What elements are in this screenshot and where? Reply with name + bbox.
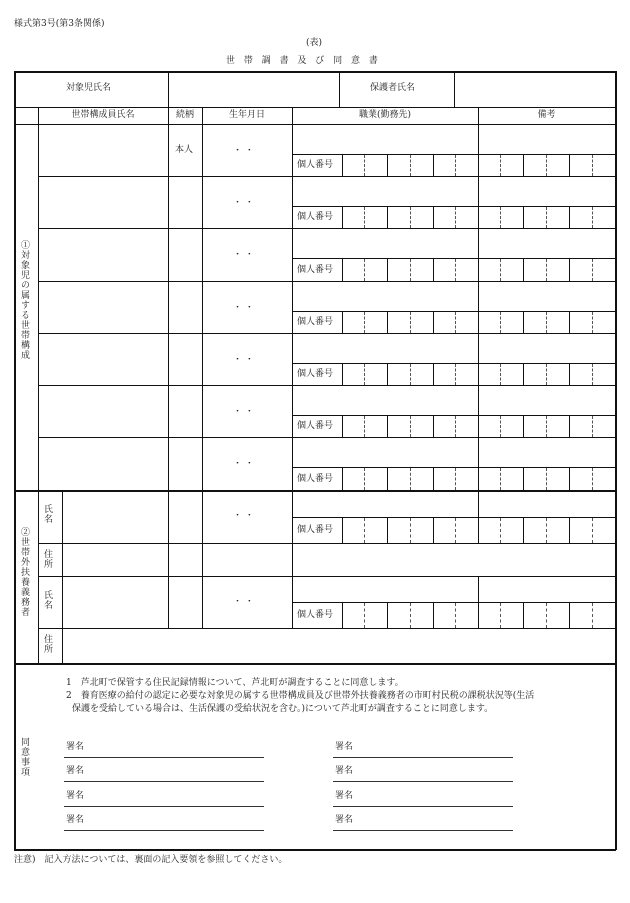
signature-line-right-4[interactable] [333,830,513,831]
my-number-field-member-7[interactable] [343,468,614,490]
form-side-label: (表) [306,38,323,48]
signature-line-right-3[interactable] [333,806,513,807]
rule-v [478,437,479,468]
obligor-name-label: 氏名 [42,504,52,524]
my-number-field-obligor-2[interactable] [343,603,614,628]
my-number-label: 個人番号 [297,317,334,327]
obligor-address-label: 住所 [42,634,52,654]
section2-label: ②世帯外扶養義務者 [19,527,29,617]
signature-label-left: 署名 [66,766,85,776]
signature-line-right-2[interactable] [333,781,513,782]
signature-label-right: 署名 [335,766,354,776]
member-name-field-1[interactable] [39,125,167,175]
form-number: 様式第3号(第3条関係) [14,19,105,29]
birthdate-dots: ・ ・ [233,407,254,417]
self-relationship-label: 本人 [175,145,194,155]
my-number-label: 個人番号 [297,264,334,275]
my-number-label: 個人番号 [297,212,334,222]
column-remarks: 備考 [537,110,556,120]
rule-h [14,663,616,665]
my-number-field-member-4[interactable] [343,312,614,333]
my-number-label: 個人番号 [297,369,334,379]
signature-label-right: 署名 [335,815,354,825]
my-number-label: 個人番号 [297,421,334,431]
birthdate-dots: ・ ・ [233,146,254,156]
rule-v [478,228,479,259]
birthdate-dots: ・ ・ [233,459,254,469]
birthdate-dots: ・ ・ [233,355,254,365]
rule-v [339,71,340,108]
signature-label-right: 署名 [335,742,354,752]
signature-line-right-1[interactable] [333,757,513,758]
obligor-name-label: 氏名 [42,590,52,610]
rule-h [14,107,616,108]
rule-v [478,124,479,155]
rule-v [478,490,479,518]
footer-note: 注意) 記入方法については、裏面の記入要領を参照してください。 [14,855,288,865]
my-number-label: 個人番号 [297,610,334,620]
obligor-address-field-1[interactable] [63,544,614,575]
birthdate-dots: ・ ・ [233,198,254,208]
rule-v [615,71,617,850]
member-name-field-7[interactable] [39,438,167,489]
member-name-field-6[interactable] [39,386,167,436]
my-number-field-member-6[interactable] [343,416,614,437]
obligor-name-field-2[interactable] [63,577,167,627]
column-member-name: 世帯構成員氏名 [71,110,135,120]
member-name-field-2[interactable] [39,177,167,227]
my-number-field-obligor-1[interactable] [343,518,614,543]
signature-line-left-4[interactable] [64,830,264,831]
signature-line-left-1[interactable] [64,757,264,758]
member-name-field-4[interactable] [39,282,167,332]
my-number-label: 個人番号 [297,473,334,484]
my-number-field-member-2[interactable] [343,207,614,228]
rule-v [478,281,479,312]
signature-label-left: 署名 [66,742,85,752]
birthdate-dots: ・ ・ [233,303,254,313]
form-title: 世 帯 調 書 及 び 同 意 書 [226,56,381,66]
birthdate-dots: ・ ・ [233,597,254,607]
signature-line-left-3[interactable] [64,806,264,807]
my-number-label: 個人番号 [297,160,334,170]
obligor-name-field-1[interactable] [63,491,167,542]
rule-v [478,385,479,416]
my-number-label: 個人番号 [297,525,334,535]
rule-v [478,576,479,603]
obligor-address-label: 住所 [42,549,52,569]
member-name-field-3[interactable] [39,229,167,280]
birthdate-dots: ・ ・ [233,511,254,521]
my-number-field-member-3[interactable] [343,259,614,281]
member-name-field-5[interactable] [39,334,167,384]
section1-label: ①対象児の属する世帯構成 [19,240,29,360]
guardian-name-label: 保護者氏名 [370,83,416,93]
rule-v [14,71,16,850]
rule-v [478,333,479,364]
column-birthdate: 生年月日 [228,110,265,120]
rule-v [478,176,479,207]
obligor-address-field-2[interactable] [63,629,614,662]
signature-label-left: 署名 [66,815,85,825]
consent-item-1: 1 芦北町で保管する住民記録情報について、芦北町が調査することに同意します。 [66,678,404,688]
column-relationship: 続柄 [175,110,194,120]
child-name-label: 対象児氏名 [66,83,112,93]
signature-label-right: 署名 [335,791,354,801]
consent-label: 同意事項 [19,737,29,777]
guardian-name-field[interactable] [455,73,614,106]
birthdate-dots: ・ ・ [233,250,254,260]
my-number-field-member-5[interactable] [343,364,614,385]
consent-item-3: 保護を受給している場合は、生活保護の受給状況を含む。)について芦北町が調査することに同意します。 [72,704,494,714]
child-name-field[interactable] [169,73,338,106]
signature-label-left: 署名 [66,791,85,801]
signature-line-left-2[interactable] [64,781,264,782]
rule-h [14,849,616,851]
my-number-field-member-1[interactable] [343,155,614,176]
column-occupation: 職業(勤務先) [358,110,412,120]
consent-item-2: 2 養育医療の給付の認定に必要な対象児の属する世帯構成員及び世帯外扶養義務者の市町村民税の課税状況等(生活 [66,691,535,701]
